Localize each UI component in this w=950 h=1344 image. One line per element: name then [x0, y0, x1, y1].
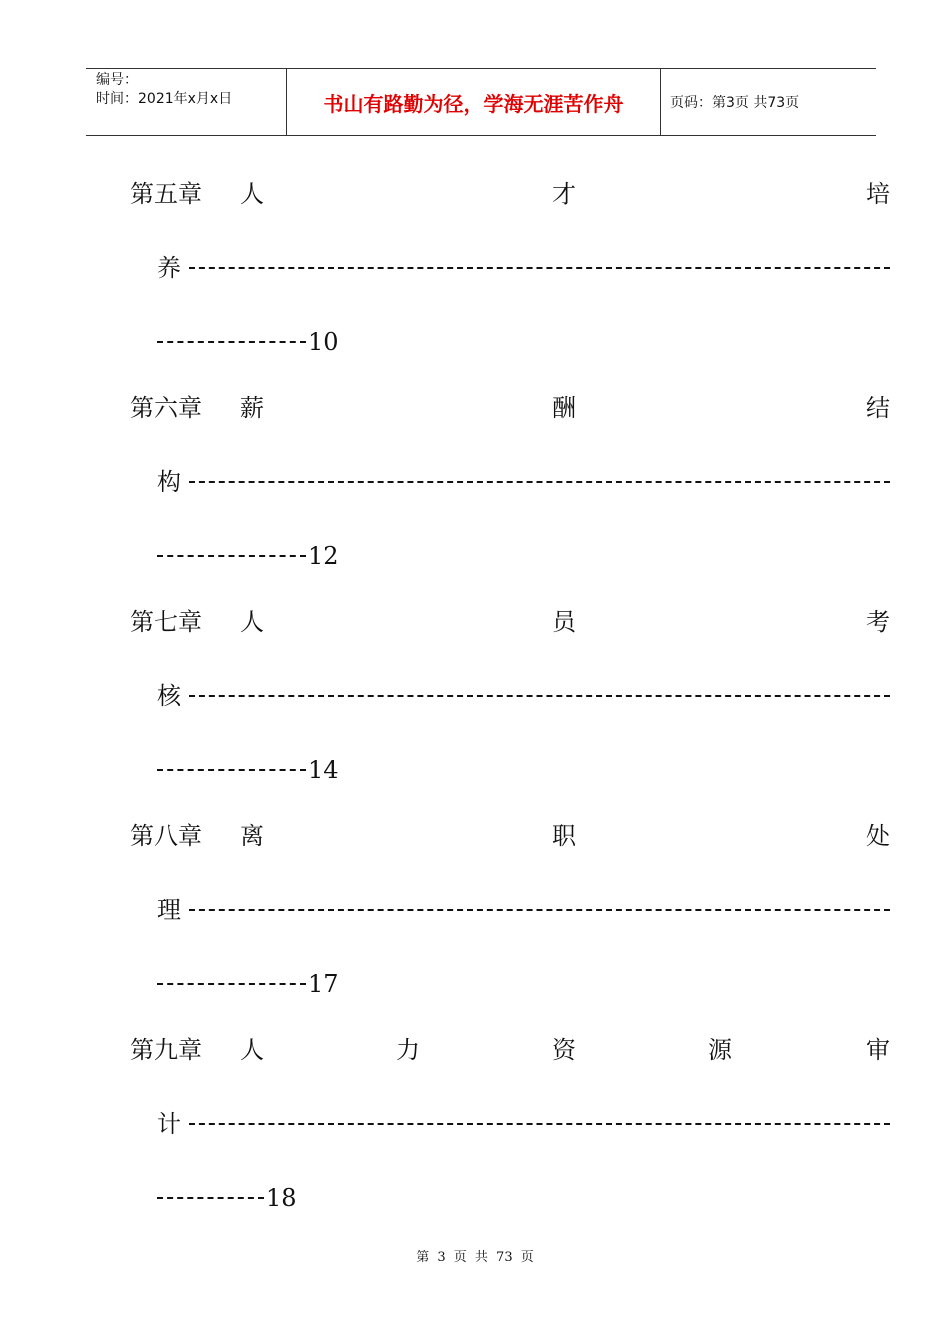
toc-page-number-line	[157, 755, 339, 785]
dotted-leader	[157, 1197, 264, 1199]
dotted-leader	[157, 341, 306, 343]
toc-entry-chapter-9[interactable]	[130, 1035, 890, 1065]
header-meta	[86, 69, 287, 135]
page-number: 10	[308, 328, 339, 356]
header-motto: 书山有路勤为径，学海无涯苦作舟	[287, 69, 661, 135]
chapter-title-char: 源	[708, 1036, 732, 1064]
serial-label: 编号：	[96, 72, 138, 88]
dotted-leader	[157, 555, 306, 557]
chapter-title-char: 职	[552, 822, 576, 850]
chapter-title-tail: 计	[157, 1110, 181, 1138]
chapter-title-tail: 构	[157, 468, 181, 496]
chapter-title-char: 力	[396, 1036, 420, 1064]
chapter-title-char: 酬	[552, 394, 576, 422]
toc-leader-line	[157, 681, 890, 711]
page-number: 18	[266, 1184, 297, 1212]
dotted-leader	[189, 267, 890, 269]
chapter-title-tail: 核	[157, 682, 181, 710]
chapter-title-char: 培	[866, 180, 890, 208]
chapter-number: 第九章	[130, 1036, 202, 1064]
header-page-info: 页码：第3页 共73页	[670, 95, 800, 111]
chapter-title-char: 审	[866, 1036, 890, 1064]
chapter-title-char: 考	[866, 608, 890, 636]
dotted-leader	[189, 1123, 890, 1125]
toc-leader-line	[157, 253, 890, 283]
chapter-number: 第五章	[130, 180, 202, 208]
dotted-leader	[189, 695, 890, 697]
time-label: 时间：2021年x月x日	[96, 91, 233, 107]
toc-entry-chapter-7[interactable]	[130, 607, 890, 637]
toc-page-number-line	[157, 1183, 297, 1213]
chapter-title-char: 才	[552, 180, 576, 208]
dotted-leader	[157, 769, 306, 771]
toc-page-number-line	[157, 969, 339, 999]
page-number: 14	[308, 756, 339, 784]
toc-leader-line	[157, 895, 890, 925]
chapter-title-char: 员	[552, 608, 576, 636]
chapter-number: 第六章	[130, 394, 202, 422]
chapter-title-char: 离	[240, 822, 264, 850]
chapter-title-char: 结	[866, 394, 890, 422]
page-header	[86, 68, 876, 136]
chapter-number: 第八章	[130, 822, 202, 850]
chapter-number: 第七章	[130, 608, 202, 636]
dotted-leader	[189, 909, 890, 911]
dotted-leader	[157, 983, 306, 985]
toc-entry-chapter-5[interactable]	[130, 179, 890, 209]
dotted-leader	[189, 481, 890, 483]
chapter-title-char: 薪	[240, 394, 264, 422]
chapter-title-tail: 养	[157, 254, 181, 282]
toc-leader-line	[157, 1109, 890, 1139]
chapter-title-char: 资	[552, 1036, 576, 1064]
toc-leader-line	[157, 467, 890, 497]
chapter-title-char: 人	[240, 1036, 264, 1064]
chapter-title-char: 人	[240, 180, 264, 208]
chapter-title-tail: 理	[157, 896, 181, 924]
toc-page-number-line	[157, 541, 339, 571]
toc-page-number-line	[157, 327, 339, 357]
page-number: 17	[308, 970, 339, 998]
page-footer: 第 3 页 共 73 页	[416, 1250, 534, 1265]
toc-entry-chapter-6[interactable]	[130, 393, 890, 423]
chapter-title-char: 人	[240, 608, 264, 636]
chapter-title-char: 处	[866, 822, 890, 850]
page-number: 12	[308, 542, 339, 570]
toc-entry-chapter-8[interactable]	[130, 821, 890, 851]
